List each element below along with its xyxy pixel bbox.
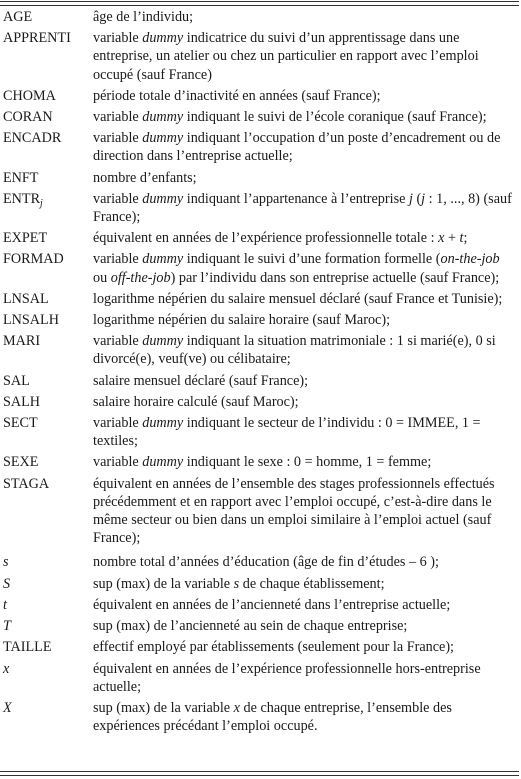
glossary-row [3,635,515,656]
glossary-row [3,369,515,390]
glossary-row [3,657,515,696]
definition-text: équivalent en années de l’ensemble des stages professionnels effectués précédemment et en rapport avec l’emploi occupé, c’est-à-dire dans le même secteur ou bien dans un emploi similaire à l’emploi actuel (sauf France); [93,475,495,547]
definition-text: équivalent en années de l’expérience professionnelle hors-entreprise actuelle; [93,660,481,695]
definition-text: indiquant l’appartenance à l’entreprise [183,190,409,207]
definition-text: équivalent en années de l’expérience professionnelle totale : [93,230,439,247]
definition-text: variable [93,454,143,471]
definition-text: nombre d’enfants; [93,169,197,186]
definition-italic-text: j [408,190,413,207]
variable-definition [93,105,515,126]
variable-definition [93,287,515,308]
definition-text: équivalent en années de l’ancienneté dans l’entreprise actuelle; [93,596,451,613]
definition-italic-text: s [233,575,240,592]
glossary-row [3,572,515,593]
variable-name-text: LNSALH [3,312,59,329]
variable-definition [93,187,515,226]
variable-definition [93,390,515,411]
variable-glossary-table [3,8,515,735]
glossary-row [3,8,515,26]
glossary-row [3,547,515,571]
variable-name-text: SEXE [3,454,39,471]
definition-italic-text: on-the-job [440,251,500,268]
definition-text: variable [93,190,143,207]
definition-italic-text: dummy [142,190,184,207]
glossary-row [3,472,515,548]
variable-name [3,187,93,226]
definition-text: nombre total d’années d’éducation (âge de fin d’études – 6 ); [93,554,439,571]
variable-definition [93,411,515,450]
top-rule-inner [0,5,519,6]
variable-name [3,593,93,614]
variable-definition [93,635,515,656]
definition-italic-text: x [438,230,445,247]
definition-text: indiquant le secteur de l’individu : 0 = IMMEE, 1 = textiles; [93,415,481,450]
variable-name-text: ENTR [3,190,41,207]
variable-name [3,26,93,84]
variable-name-text: CORAN [3,109,53,126]
definition-text: indiquant la situation matrimoniale : 1 si marié(e), 0 si divorcé(e), veuf(ve) ou célibataire; [93,333,496,368]
variable-name [3,329,93,368]
definition-text: de chaque entreprise, l’ensemble des expériences précédant l’emploi occupé. [93,699,452,735]
definition-text: variable [93,333,143,350]
glossary-row [3,226,515,247]
definition-text: salaire mensuel déclaré (sauf France); [93,372,309,389]
glossary-row [3,247,515,286]
definition-text: indiquant le suivi d’une formation formelle ( [183,251,441,268]
variable-name [3,166,93,187]
variable-name [3,411,93,450]
variable-definition [93,166,515,187]
variable-name [3,390,93,411]
definition-text: sup (max) de l’ancienneté au sein de chaque entreprise; [93,618,408,635]
variable-definition [93,126,515,165]
definition-text: variable [93,109,143,126]
variable-name-text: MARI [3,333,41,350]
definition-text: âge de l’individu; [93,9,194,25]
definition-text: sup (max) de la variable [93,575,234,592]
variable-name-text: TAILLE [3,639,52,656]
glossary-row [3,450,515,471]
definition-text: + [444,230,460,247]
variable-name [3,450,93,471]
definition-italic-text: dummy [142,30,184,47]
glossary-row [3,329,515,368]
definition-text: ou [93,269,111,286]
bottom-rule-outer [0,775,519,776]
variable-name-text: X [3,699,12,716]
variable-name-text: FORMAD [3,251,64,268]
definition-text: logarithme népérien du salaire mensuel déclaré (sauf France et Tunisie); [93,290,503,307]
variable-definition [93,472,515,548]
definition-italic-text: dummy [142,130,184,147]
glossary-row [3,166,515,187]
variable-name [3,696,93,735]
variable-definition [93,369,515,390]
definition-italic-text: t [459,230,464,247]
variable-name-text: T [3,618,11,635]
variable-name-text: S [3,575,11,592]
definition-text: indiquant le suivi de l’école coranique (sauf France); [183,109,487,126]
variable-definition [93,26,515,84]
variable-name [3,635,93,656]
variable-name [3,105,93,126]
definition-text: indiquant l’occupation d’un poste d’encadrement ou de direction dans l’entreprise actuelle; [93,130,501,165]
variable-name-text: CHOMA [3,87,56,104]
glossary-row [3,390,515,411]
variable-subscript: j [40,197,43,209]
definition-text: salaire horaire calculé (sauf Maroc); [93,393,299,410]
variable-definition [93,247,515,286]
variable-name [3,657,93,696]
variable-name-text: SECT [3,415,38,432]
variable-name-text: SALH [3,393,41,410]
definition-text: logarithme népérien du salaire horaire (sauf Maroc); [93,312,391,329]
definition-italic-text: dummy [142,109,184,126]
variable-definition [93,450,515,471]
variable-name [3,8,93,26]
variable-name-text: AGE [3,9,33,25]
definition-text: indicatrice du suivi d’un apprentissage dans une entreprise, un atelier ou chez un particulier en rapport avec l’emploi occupé (sauf France) [93,30,479,83]
glossary-body [3,8,515,735]
variable-name-text: SAL [3,372,30,389]
definition-text: effectif employé par établissements (seulement pour la France); [93,639,454,656]
variable-definition [93,547,515,571]
variable-name [3,472,93,548]
variable-name-text: s [3,554,9,571]
top-rule-outer [0,1,519,2]
glossary-row [3,84,515,105]
definition-italic-text: dummy [142,415,184,432]
definition-text: indiquant le sexe : 0 = homme, 1 = femme; [183,454,432,471]
variable-name [3,614,93,635]
glossary-row [3,26,515,84]
glossary-row [3,696,515,735]
variable-name [3,247,93,286]
glossary-row [3,287,515,308]
definition-italic-text: off-the-job [110,269,171,286]
variable-name-text: APPRENTI [3,30,71,47]
variable-name [3,369,93,390]
variable-definition [93,329,515,368]
definition-text: variable [93,251,143,268]
variable-name [3,572,93,593]
variable-name [3,547,93,571]
variable-definition [93,572,515,593]
definition-text: de chaque établissement; [239,575,385,592]
variable-name-text: EXPET [3,230,48,247]
variable-name [3,84,93,105]
definition-text: ) par l’individu dans son entreprise actuelle (sauf France); [170,269,500,286]
definition-text: sup (max) de la variable [93,699,234,716]
variable-name [3,226,93,247]
variable-name [3,126,93,165]
definition-text: variable [93,130,143,147]
glossary-row [3,105,515,126]
variable-definition [93,657,515,696]
variable-definition [93,226,515,247]
definition-italic-text: dummy [142,454,184,471]
definition-italic-text: dummy [142,251,184,268]
variable-definition [93,696,515,735]
definition-text: : 1, ..., 8) (sauf France); [93,190,512,226]
bottom-rule-inner [0,771,519,772]
variable-definition [93,8,515,26]
definition-text: période totale d’inactivité en années (sauf France); [93,87,381,104]
glossary-row [3,614,515,635]
glossary-row [3,187,515,226]
glossary-row [3,126,515,165]
glossary-row [3,308,515,329]
variable-name-text: t [3,596,7,613]
variable-definition [93,614,515,635]
definition-text: variable [93,415,143,432]
variable-name-text: ENCADR [3,130,62,147]
variable-name [3,287,93,308]
variable-name [3,308,93,329]
definition-text: ; [463,230,468,247]
definition-italic-text: dummy [142,333,184,350]
variable-name-text: x [3,660,10,677]
variable-definition [93,593,515,614]
variable-name-text: ENFT [3,169,39,186]
glossary-row [3,593,515,614]
definition-italic-text: j [421,190,426,207]
variable-definition [93,308,515,329]
glossary-row [3,411,515,450]
variable-definition [93,84,515,105]
variable-name-text: STAGA [3,475,50,492]
definition-text: variable [93,30,143,47]
definition-text: ( [412,190,422,207]
definition-italic-text: x [233,699,240,716]
variable-name-text: LNSAL [3,290,49,307]
